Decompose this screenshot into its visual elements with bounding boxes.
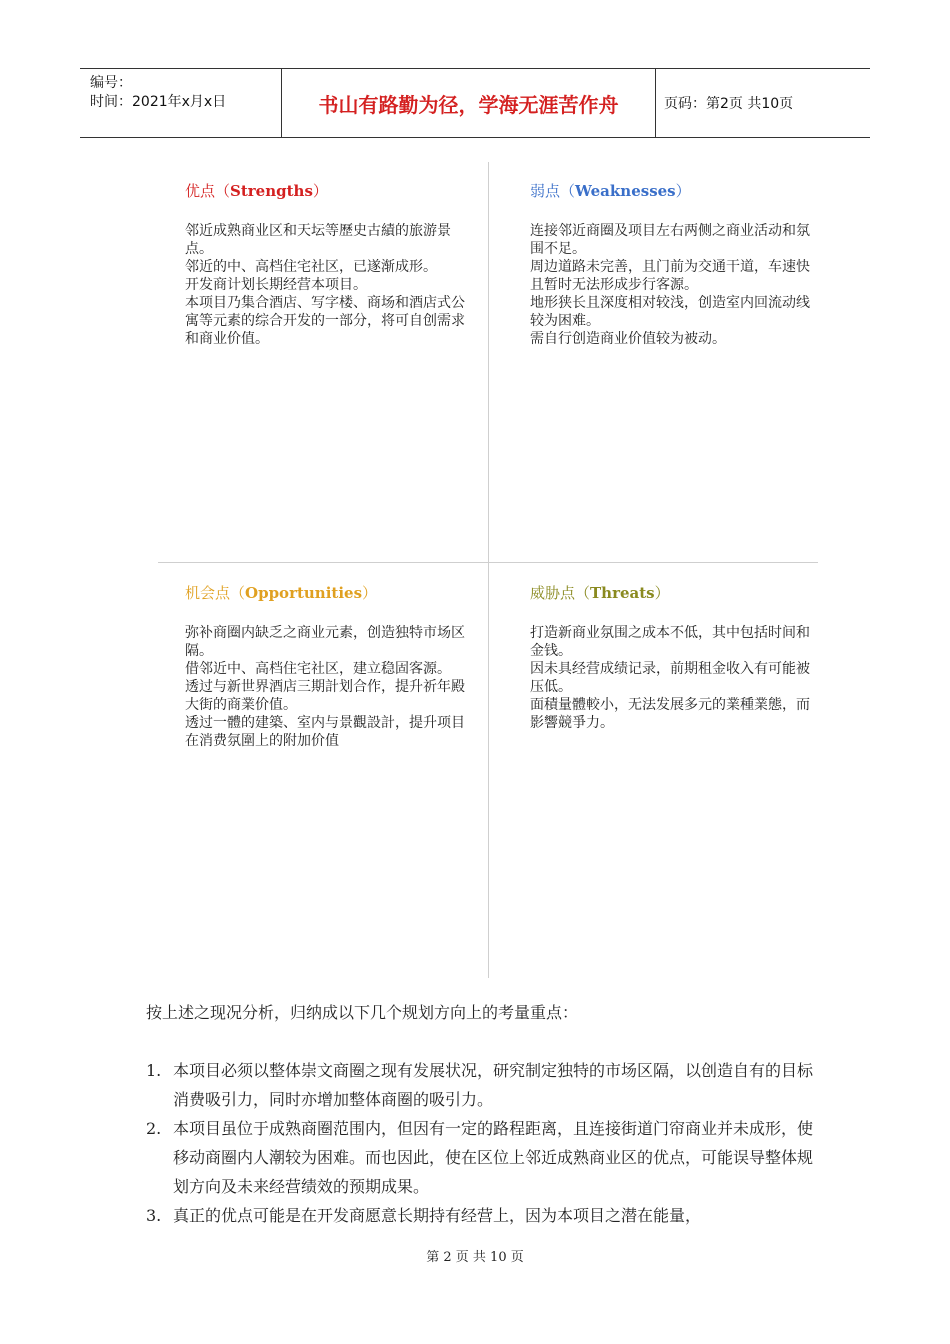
swot-strengths [185, 182, 470, 348]
list-item-text: 真正的优点可能是在开发商愿意长期持有经营上，因为本项目之潜在能量， [173, 1206, 702, 1225]
list-item-number: 1. [146, 1061, 162, 1080]
threats-paragraph: 面積量體較小，无法发展多元的業種業態，而影響競爭力。 [530, 697, 810, 731]
weaknesses-paragraph: 需自行创造商业价值较为被动。 [530, 331, 726, 347]
code-label: 编号： [90, 75, 132, 91]
considerations-list [146, 1056, 826, 1230]
header-table [80, 68, 870, 138]
swot-weaknesses [530, 182, 815, 348]
list-item [146, 1201, 826, 1230]
threats-paragraph: 打造新商业氛围之成本不低，其中包括时间和金钱。 [530, 625, 810, 659]
strengths-paragraph: 本项目乃集合酒店、写字楼、商场和酒店式公寓等元素的综合开发的一部分，将可自创需求和商业价值。 [185, 295, 465, 347]
list-item [146, 1114, 826, 1201]
strengths-paragraph: 邻近成熟商业区和天坛等歷史古績的旅游景点。 [185, 223, 451, 257]
header-meta-cell [80, 69, 281, 137]
opportunities-paragraph: 弥补商圈内缺乏之商业元素，创造独特市场区隔。 [185, 625, 465, 659]
opportunities-body [185, 624, 470, 750]
list-item-number: 3. [146, 1206, 162, 1225]
analysis-intro: 按上述之现况分析，归纳成以下几个规划方向上的考量重点： [146, 1003, 579, 1022]
swot-opportunities [185, 584, 470, 750]
opportunities-title: 机会点（Opportunities） [185, 584, 378, 602]
opportunities-paragraph: 透过一體的建築、室内与景觀設計，提升项目在消费氛圍上的附加价值 [185, 715, 465, 749]
swot-threats [530, 584, 815, 732]
header-motto: 书山有路勤为径，学海无涯苦作舟 [281, 69, 656, 137]
list-item-text: 本项目虽位于成熟商圈范围内，但因有一定的路程距离，且连接街道门帘商业并未成形，使移动商圈内人潮较为困难。而也因此，使在区位上邻近成熟商业区的优点，可能误导整体规划方向及未来经营绩效的预期成果。 [173, 1119, 814, 1196]
strengths-title: 优点（Strengths） [185, 182, 328, 200]
weaknesses-body [530, 222, 815, 348]
time-label: 时间：2021年x月x日 [90, 94, 227, 110]
weaknesses-paragraph: 地形狭长且深度相对较浅，创造室内回流动线较为困难。 [530, 295, 810, 329]
header-page-info: 页码：第2页 共10页 [664, 96, 794, 112]
swot-vertical-divider [488, 162, 489, 978]
list-item-text: 本项目必须以整体崇文商圈之现有发展状况，研究制定独特的市场区隔，以创造自有的目标消费吸引力，同时亦增加整体商圈的吸引力。 [173, 1061, 814, 1109]
strengths-paragraph: 开发商计划长期经营本项目。 [185, 277, 367, 293]
opportunities-paragraph: 借邻近中、高档住宅社区，建立稳固客源。 [185, 661, 451, 677]
weaknesses-paragraph: 周边道路未完善，且门前为交通干道，车速快且暂时无法形成步行客源。 [530, 259, 810, 293]
swot-horizontal-divider [158, 562, 818, 563]
list-item-number: 2. [146, 1119, 162, 1138]
weaknesses-paragraph: 连接邻近商圈及项目左右两侧之商业活动和氛围不足。 [530, 223, 810, 257]
weaknesses-title: 弱点（Weaknesses） [530, 182, 691, 200]
opportunities-paragraph: 透过与新世界酒店三期計划合作，提升祈年殿大街的商業价值。 [185, 679, 465, 713]
threats-body [530, 624, 815, 732]
page-footer: 第 2 页 共 10 页 [426, 1250, 524, 1265]
list-item [146, 1056, 826, 1114]
strengths-paragraph: 邻近的中、高档住宅社区，已遂渐成形。 [185, 259, 437, 275]
threats-title: 威胁点（Threats） [530, 584, 670, 602]
threats-paragraph: 因未具经营成绩记录，前期租金收入有可能被压低。 [530, 661, 810, 695]
strengths-body [185, 222, 470, 348]
